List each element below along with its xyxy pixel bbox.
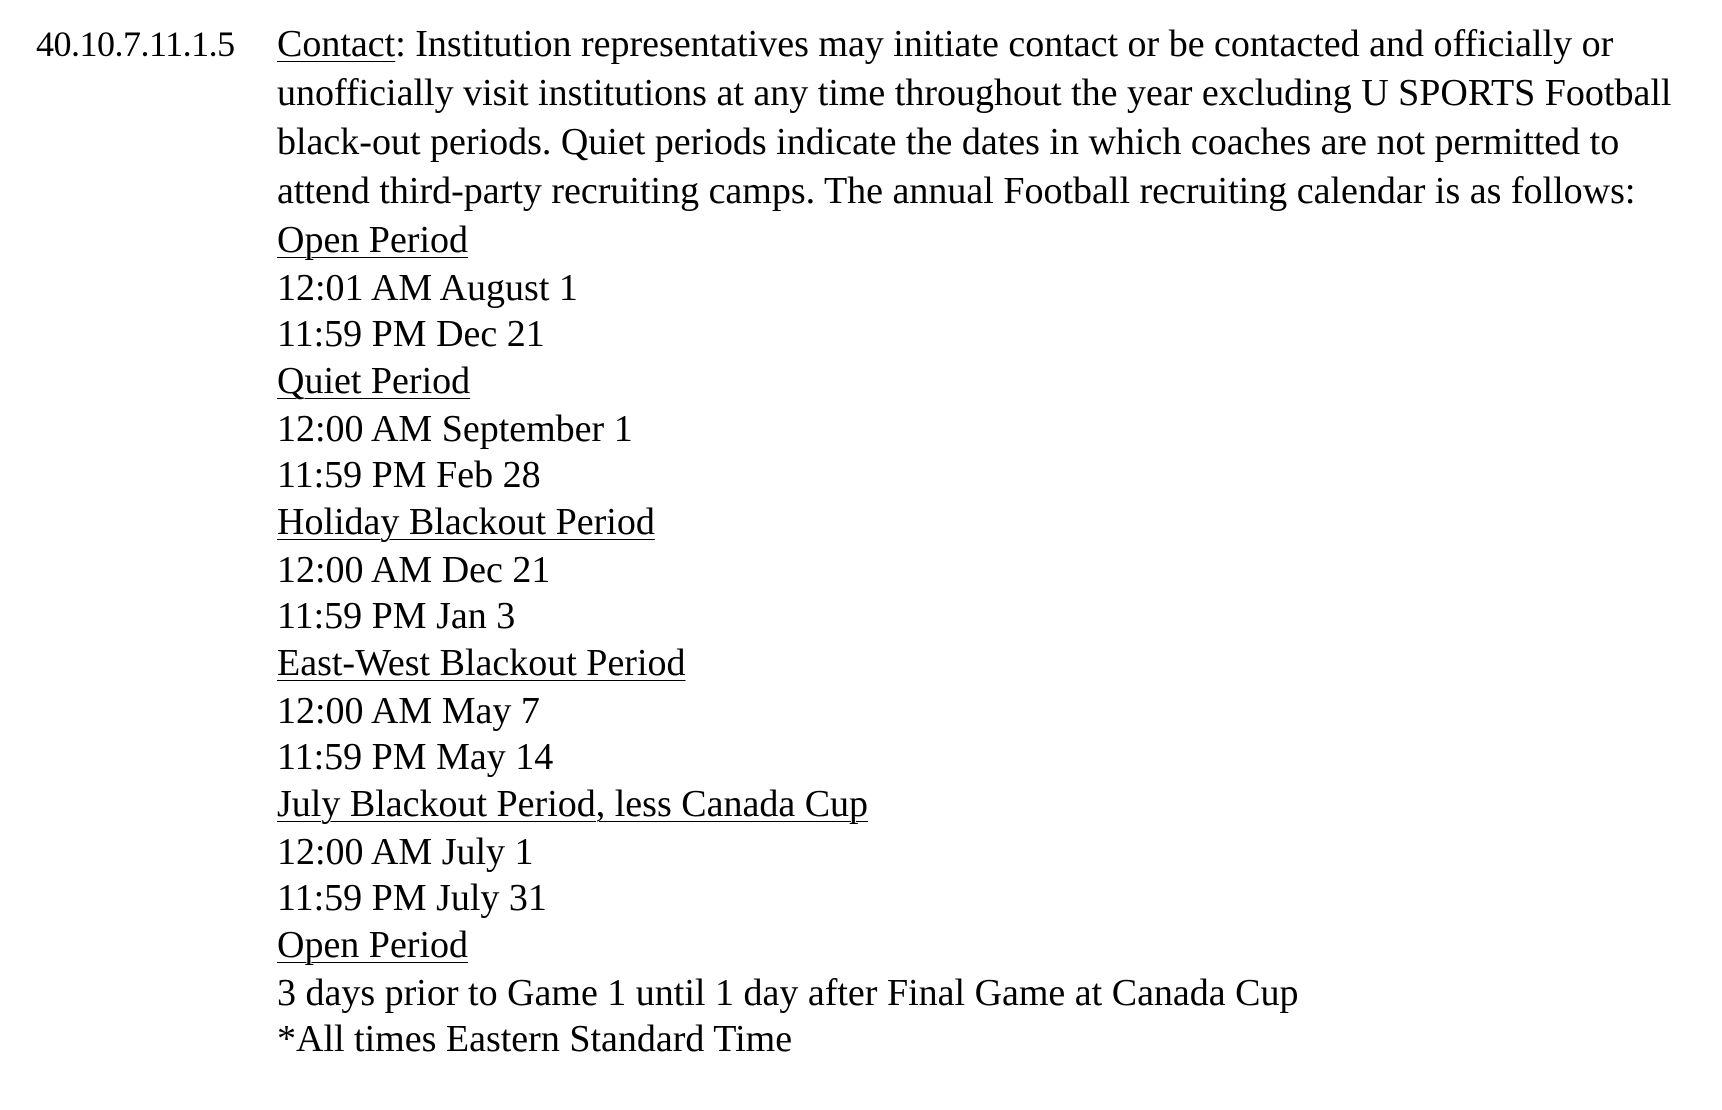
timezone-footnote: *All times Eastern Standard Time: [277, 1018, 793, 1060]
period-end: 11:59 PM May 14: [277, 736, 554, 778]
period-name: Quiet Period: [277, 360, 471, 402]
period-name: Holiday Blackout Period: [277, 501, 655, 543]
period-open-2: [277, 921, 1697, 1016]
intro-text: : Institution representatives may initiate contact or be contacted and officially or unofficially visit institutions at any time throughout the year excluding U SPORTS Football black-out periods. Quiet periods indicate the dates in which coaches are not permitted to attend third-party recruiting camps. The annual Football recruiting calendar is as follows:: [277, 23, 1672, 212]
period-description: 3 days prior to Game 1 until 1 day after Final Game at Canada Cup: [277, 972, 1299, 1014]
period-end: 11:59 PM Dec 21: [277, 313, 545, 355]
period-end: 11:59 PM Feb 28: [277, 454, 541, 496]
period-start: 12:00 AM May 7: [277, 690, 540, 732]
contact-term: Contact: [277, 23, 396, 65]
period-holiday-blackout: [277, 498, 1697, 639]
period-end: 11:59 PM July 31: [277, 877, 547, 919]
period-name: July Blackout Period, less Canada Cup: [277, 783, 869, 825]
period-east-west-blackout: [277, 639, 1697, 780]
section-number: 40.10.7.11.1.5: [36, 24, 235, 64]
section-body: [277, 20, 1697, 1062]
period-quiet: [277, 357, 1697, 498]
period-july-blackout: [277, 780, 1697, 921]
period-start: 12:00 AM Dec 21: [277, 549, 551, 591]
period-name: Open Period: [277, 924, 469, 966]
period-open-1: [277, 216, 1697, 357]
period-start: 12:00 AM July 1: [277, 831, 534, 873]
period-start: 12:01 AM August 1: [277, 267, 578, 309]
period-name: East-West Blackout Period: [277, 642, 686, 684]
period-end: 11:59 PM Jan 3: [277, 595, 516, 637]
period-name: Open Period: [277, 219, 469, 261]
period-start: 12:00 AM September 1: [277, 408, 633, 450]
intro-paragraph: [277, 20, 1697, 216]
